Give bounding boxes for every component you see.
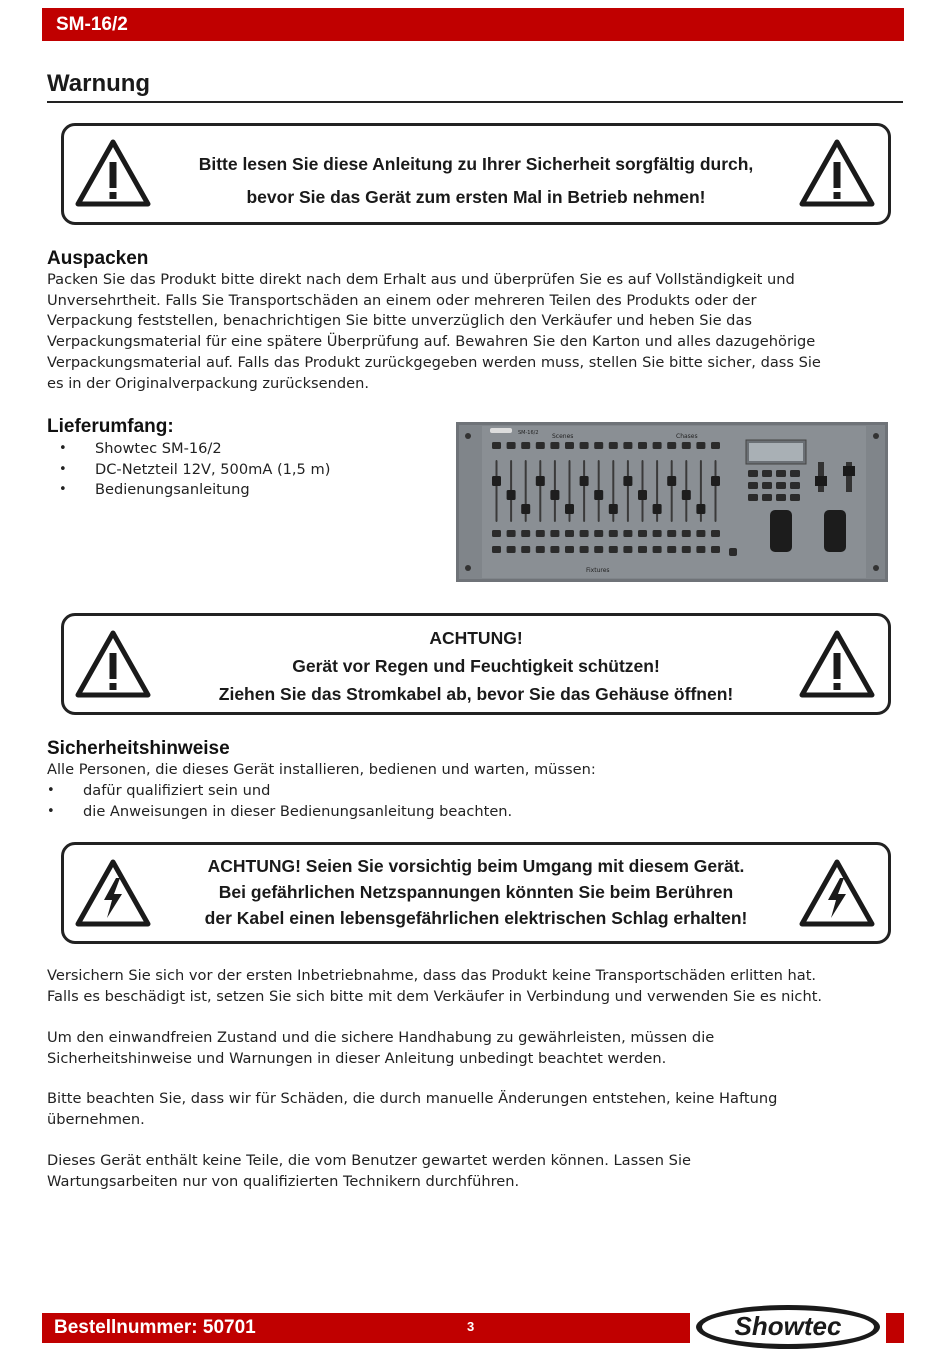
warning-triangle-icon	[74, 138, 152, 208]
console-part	[715, 460, 717, 522]
warning-line: ACHTUNG!	[429, 628, 523, 648]
console-part	[762, 494, 772, 501]
warning-line: bevor Sie das Gerät zum ersten Mal in Betrieb nehmen!	[246, 187, 706, 207]
console-part	[653, 504, 662, 514]
header-bar	[42, 8, 904, 41]
console-part	[507, 546, 516, 553]
console-part	[594, 530, 603, 537]
console-part	[492, 546, 501, 553]
text-line: Falls es beschädigt ist, setzen Sie sich bitte mit dem Verkäufer in Verbindung und verwenden Sie es nicht.	[47, 987, 823, 1005]
console-part	[711, 530, 720, 537]
console-part	[776, 482, 786, 489]
console-part	[711, 546, 720, 553]
console-part	[711, 442, 720, 449]
console-part	[623, 530, 632, 537]
contents-list	[47, 439, 330, 501]
console-part	[790, 494, 800, 501]
console-part	[653, 546, 662, 553]
list-item: • dafür qualifiziert sein und	[47, 782, 271, 799]
console-part	[638, 530, 647, 537]
paragraph	[47, 966, 907, 1007]
console-part	[583, 460, 585, 522]
text-line: Versichern Sie sich vor der ersten Inbetriebnahme, dass das Produkt keine Transportschäden erlitten hat.	[47, 967, 817, 984]
console-part	[696, 504, 705, 514]
console-part	[594, 490, 603, 500]
console-part	[776, 494, 786, 501]
console-part	[536, 546, 545, 553]
list-item: • Bedienungsanleitung	[59, 481, 250, 499]
showtec-logo	[690, 1301, 886, 1353]
warning-box-moisture	[61, 613, 891, 715]
order-number: Bestellnummer: 50701	[54, 1317, 256, 1338]
console-part	[521, 530, 530, 537]
safety-list	[47, 781, 512, 822]
warning-box-read-manual	[61, 123, 891, 225]
text-line: Verpackung feststellen, benachrichtigen Sie bitte unverzüglich den Verkäufer und heben Sie das	[47, 312, 752, 330]
page-number: 3	[467, 1319, 475, 1334]
list-item: • die Anweisungen in dieser Bedienungsanleitung beachten.	[47, 802, 513, 820]
console-part	[492, 476, 501, 486]
console-part	[776, 470, 786, 477]
text-line: Dieses Gerät enthält keine Teile, die vom Benutzer gewartet werden können. Lassen Sie	[47, 1152, 691, 1169]
section-title: Warnung	[47, 70, 903, 103]
warning-line: Bei gefährlichen Netzspannungen könnten Sie beim Berühren	[218, 882, 734, 902]
console-part	[762, 470, 772, 477]
text-line: Packen Sie das Produkt bitte direkt nach dem Erhalt aus und überprüfen Sie es auf Vollständigkeit und	[47, 271, 795, 288]
svg-text:Fixtures: Fixtures	[586, 567, 610, 574]
console-part	[565, 504, 574, 514]
high-voltage-icon	[798, 858, 876, 928]
warning-line: der Kabel einen lebensgefährlichen elektrischen Schlag erhalten!	[204, 908, 748, 928]
console-part	[790, 470, 800, 477]
text-line: Verpackungsmaterial auf. Falls das Produkt zurückgegeben werden muss, stellen Sie bitte sicher, dass Sie	[47, 353, 821, 371]
console-part	[653, 530, 662, 537]
console-part	[609, 442, 618, 449]
console-part	[539, 460, 541, 522]
console-part	[638, 546, 647, 553]
console-part	[609, 546, 618, 553]
console-part	[507, 530, 516, 537]
console-part	[536, 530, 545, 537]
console-part	[550, 530, 559, 537]
console-part	[550, 442, 559, 449]
warning-text	[164, 148, 788, 214]
text-line: Um den einwandfreien Zustand und die sichere Handhabung zu gewährleisten, müssen die	[47, 1029, 715, 1046]
console-part	[762, 482, 772, 489]
safety-intro: Alle Personen, die dieses Gerät installieren, bedienen und warten, müssen:	[47, 761, 596, 778]
console-part	[521, 442, 530, 449]
svg-text:Chases: Chases	[676, 433, 698, 440]
svg-text:Showtec: Showtec	[734, 1311, 842, 1341]
text-line: Bitte beachten Sie, dass wir für Schäden, die durch manuelle Änderungen entstehen, keine Haftung	[47, 1090, 778, 1107]
console-part	[696, 530, 705, 537]
console-part	[711, 476, 720, 486]
console-part	[492, 530, 501, 537]
console-part	[627, 460, 629, 522]
console-part	[507, 490, 516, 500]
console-part	[638, 490, 647, 500]
console-part	[594, 442, 603, 449]
console-part	[492, 442, 501, 449]
warning-text	[164, 853, 788, 931]
console-part	[550, 546, 559, 553]
console-part	[507, 442, 516, 449]
high-voltage-icon	[74, 858, 152, 928]
paragraph	[47, 1028, 907, 1069]
console-part	[623, 476, 632, 486]
console-part	[565, 546, 574, 553]
console-part	[667, 546, 676, 553]
warning-triangle-icon	[798, 138, 876, 208]
text-line: es in der Originalverpackung zurücksenden.	[47, 374, 369, 392]
unpacking-text	[47, 270, 907, 394]
console-part	[580, 530, 589, 537]
console-part	[667, 530, 676, 537]
console-part	[521, 504, 530, 514]
svg-text:Scenes: Scenes	[552, 433, 574, 440]
console-part	[638, 442, 647, 449]
unpacking-heading: Auspacken	[47, 248, 149, 269]
console-part	[682, 530, 691, 537]
text-line: Sicherheitshinweise und Warnungen in dieser Anleitung unbedingt beachtet werden.	[47, 1049, 667, 1067]
console-part	[748, 470, 758, 477]
console-part	[609, 530, 618, 537]
console-part	[550, 490, 559, 500]
console-part	[671, 460, 673, 522]
paragraph	[47, 1151, 907, 1192]
text-line: Wartungsarbeiten nur von qualifizierten Technikern durchführen.	[47, 1172, 520, 1190]
console-part	[536, 476, 545, 486]
console-part	[609, 504, 618, 514]
console-part	[682, 490, 691, 500]
contents-heading: Lieferumfang:	[47, 416, 174, 437]
console-part	[790, 482, 800, 489]
console-part	[536, 442, 545, 449]
warning-line: ACHTUNG! Seien Sie vorsichtig beim Umgang mit diesem Gerät.	[207, 856, 745, 876]
console-part	[580, 476, 589, 486]
console-part	[748, 482, 758, 489]
warning-box-electric-shock	[61, 842, 891, 944]
console-part	[653, 442, 662, 449]
paragraph	[47, 1089, 907, 1130]
console-part	[496, 460, 498, 522]
console-part	[682, 442, 691, 449]
console-part	[696, 442, 705, 449]
text-line: Unversehrtheit. Falls Sie Transportschäden an einem oder mehreren Teilen des Produkts oder der	[47, 291, 757, 309]
console-part	[580, 546, 589, 553]
warning-line: Gerät vor Regen und Feuchtigkeit schützen!	[292, 656, 660, 676]
list-item: • DC-Netzteil 12V, 500mA (1,5 m)	[59, 460, 331, 478]
console-part	[696, 546, 705, 553]
warning-line: Bitte lesen Sie diese Anleitung zu Ihrer Sicherheit sorgfältig durch,	[198, 154, 754, 174]
console-part	[667, 442, 676, 449]
console-part	[594, 546, 603, 553]
device-image	[456, 422, 888, 582]
console-part	[623, 546, 632, 553]
console-part	[565, 442, 574, 449]
text-line: übernehmen.	[47, 1110, 145, 1128]
console-part	[682, 546, 691, 553]
svg-text:SM-16/2: SM-16/2	[518, 430, 539, 436]
console-part	[748, 494, 758, 501]
console-part	[580, 442, 589, 449]
warning-text	[164, 624, 788, 708]
console-part	[565, 530, 574, 537]
text-line: Verpackungsmaterial für eine spätere Überprüfung auf. Bewahren Sie den Karton und alles dazugehörige	[47, 333, 816, 351]
model-title: SM-16/2	[56, 14, 128, 35]
console-part	[667, 476, 676, 486]
list-item: • Showtec SM-16/2	[59, 440, 222, 457]
console-part	[521, 546, 530, 553]
warning-triangle-icon	[798, 629, 876, 699]
warning-triangle-icon	[74, 629, 152, 699]
safety-heading: Sicherheitshinweise	[47, 738, 230, 759]
console-part	[623, 442, 632, 449]
warning-line: Ziehen Sie das Stromkabel ab, bevor Sie das Gehäuse öffnen!	[218, 684, 734, 704]
